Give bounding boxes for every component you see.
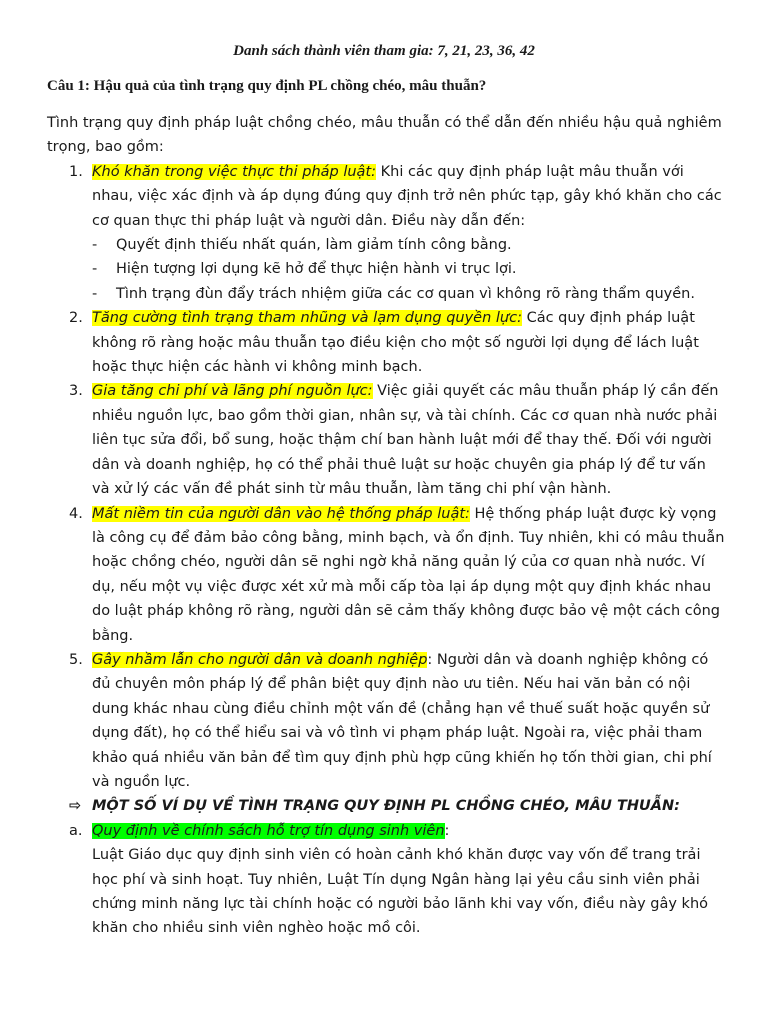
dash-marker: - [92,285,98,302]
section-a-title [47,819,727,843]
sub-item [47,257,727,281]
intro-paragraph: Tình trạng quy định pháp luật chồng chéo, mâu thuẫn có thể dẫn đến nhiều hậu quả nghiêm trọng, bao gồm: [47,115,722,156]
sub-item-text: Quyết định thiếu nhất quán, làm giảm tính công bằng. [116,237,512,254]
sub-item-text: Hiện tượng lợi dụng kẽ hở để thực hiện hành vi trục lợi. [116,261,517,278]
item-number: 2. [69,310,83,327]
dash-marker: - [92,261,98,278]
section-label: a. [69,822,83,839]
list-item [47,379,727,501]
question-title: Câu 1: Hậu quả của tình trạng quy định PL chồng chéo, mâu thuẫn? [47,78,487,94]
item-text: Hệ thống pháp luật được kỳ vọng là công cụ để đảm bảo công bằng, minh bạch, và ổn định. Tuy nhiên, khi có mâu thuẫn hoặc chồng chéo, người dân sẽ nghi ngờ khả năng quản lý của cơ quan nhà nước. Ví dụ, nếu một vụ việc được xét xử mà mỗi cấp tòa lại áp dụng một quy định khác nhau do luật pháp không rõ ràng, người dân sẽ cảm thấy không được bảo vệ một cách công bằng. [92,505,725,644]
list-item [47,502,727,648]
section-title-highlight: Quy định về chính sách hỗ trợ tín dụng sinh viên [92,822,445,839]
item-title-highlight: Tăng cường tình trạng tham nhũng và lạm dụng quyền lực: [92,310,522,327]
document-body [47,111,727,941]
item-title-highlight: Gia tăng chi phí và lãng phí nguồn lực: [92,383,373,400]
item-number: 4. [69,505,83,522]
section-a-paragraph: Luật Giáo dục quy định sinh viên có hoàn cảnh khó khăn được vay vốn để trang trải học phí và sinh hoạt. Tuy nhiên, Luật Tín dụng Ngân hàng lại yêu cầu sinh viên phải chứng minh năng lực tài chính hoặc có người bảo lãnh khi vay vốn, điều này gây khó khăn cho nhiều sinh viên nghèo hoặc mồ côi. [92,847,709,937]
arrow-icon: ⇨ [69,798,82,815]
item-title-highlight: Gây nhầm lẫn cho người dân và doanh nghiệp [92,651,428,668]
list-item [47,306,727,379]
examples-heading [47,794,727,818]
item-title-highlight: Mất niềm tin của người dân vào hệ thống pháp luật: [92,505,470,522]
item-text: Khi các quy định pháp luật mâu thuẫn với nhau, việc xác định và áp dụng đúng quy định trở nên phức tạp, gây khó khăn cho các cơ quan thực thi pháp luật và người dân. Điều này dẫn đến: [92,163,722,229]
item-number: 3. [69,383,83,400]
section-title-colon: : [444,822,450,839]
item-text: : Người dân và doanh nghiệp không có đủ chuyên môn pháp lý để phân biệt quy định nào ưu tiên. Nếu hai văn bản có nội dung khác nhau cùng điều chỉnh một vấn đề (chẳng hạn về thuế suất hoặc quyền sử dụng đất), họ có thể hiểu sai và vô tình vi phạm pháp luật. Ngoài ra, việc phải tham khảo quá nhiều văn bản để tìm quy định phù hợp cũng khiến họ tốn thời gian, chi phí và nguồn lực. [92,651,712,790]
item-number: 1. [69,163,83,180]
examples-heading-text: MỘT SỐ VÍ DỤ VỀ TÌNH TRẠNG QUY ĐỊNH PL CHỒNG CHÉO, MÂU THUẪN: [92,798,680,815]
list-item [47,160,727,233]
item-text: Các quy định pháp luật không rõ ràng hoặc mâu thuẫn tạo điều kiện cho một số người lợi dụng để lách luật hoặc thực hiện các hành vi không minh bạch. [92,310,699,376]
dash-marker: - [92,237,98,254]
sub-item-text: Tình trạng đùn đẩy trách nhiệm giữa các cơ quan vì không rõ ràng thẩm quyền. [116,285,695,302]
list-item [47,648,727,794]
members-list: Danh sách thành viên tham gia: 7, 21, 23, 36, 42 [233,43,535,59]
item-number: 5. [69,651,83,668]
sub-item [47,233,727,257]
item-title-highlight: Khó khăn trong việc thực thi pháp luật: [92,163,377,180]
item-text: Việc giải quyết các mâu thuẫn pháp lý cần đến nhiều nguồn lực, bao gồm thời gian, nhân sự, và tài chính. Các cơ quan nhà nước phải liên tục sửa đổi, bổ sung, hoặc thậm chí ban hành luật mới để thay thế. Đối với người dân và doanh nghiệp, họ có thể phải thuê luật sư hoặc chuyên gia pháp lý để tư vấn và xử lý các vấn đề phát sinh từ mâu thuẫn, làm tăng chi phí vận hành. [92,383,719,498]
sub-item [47,282,727,306]
